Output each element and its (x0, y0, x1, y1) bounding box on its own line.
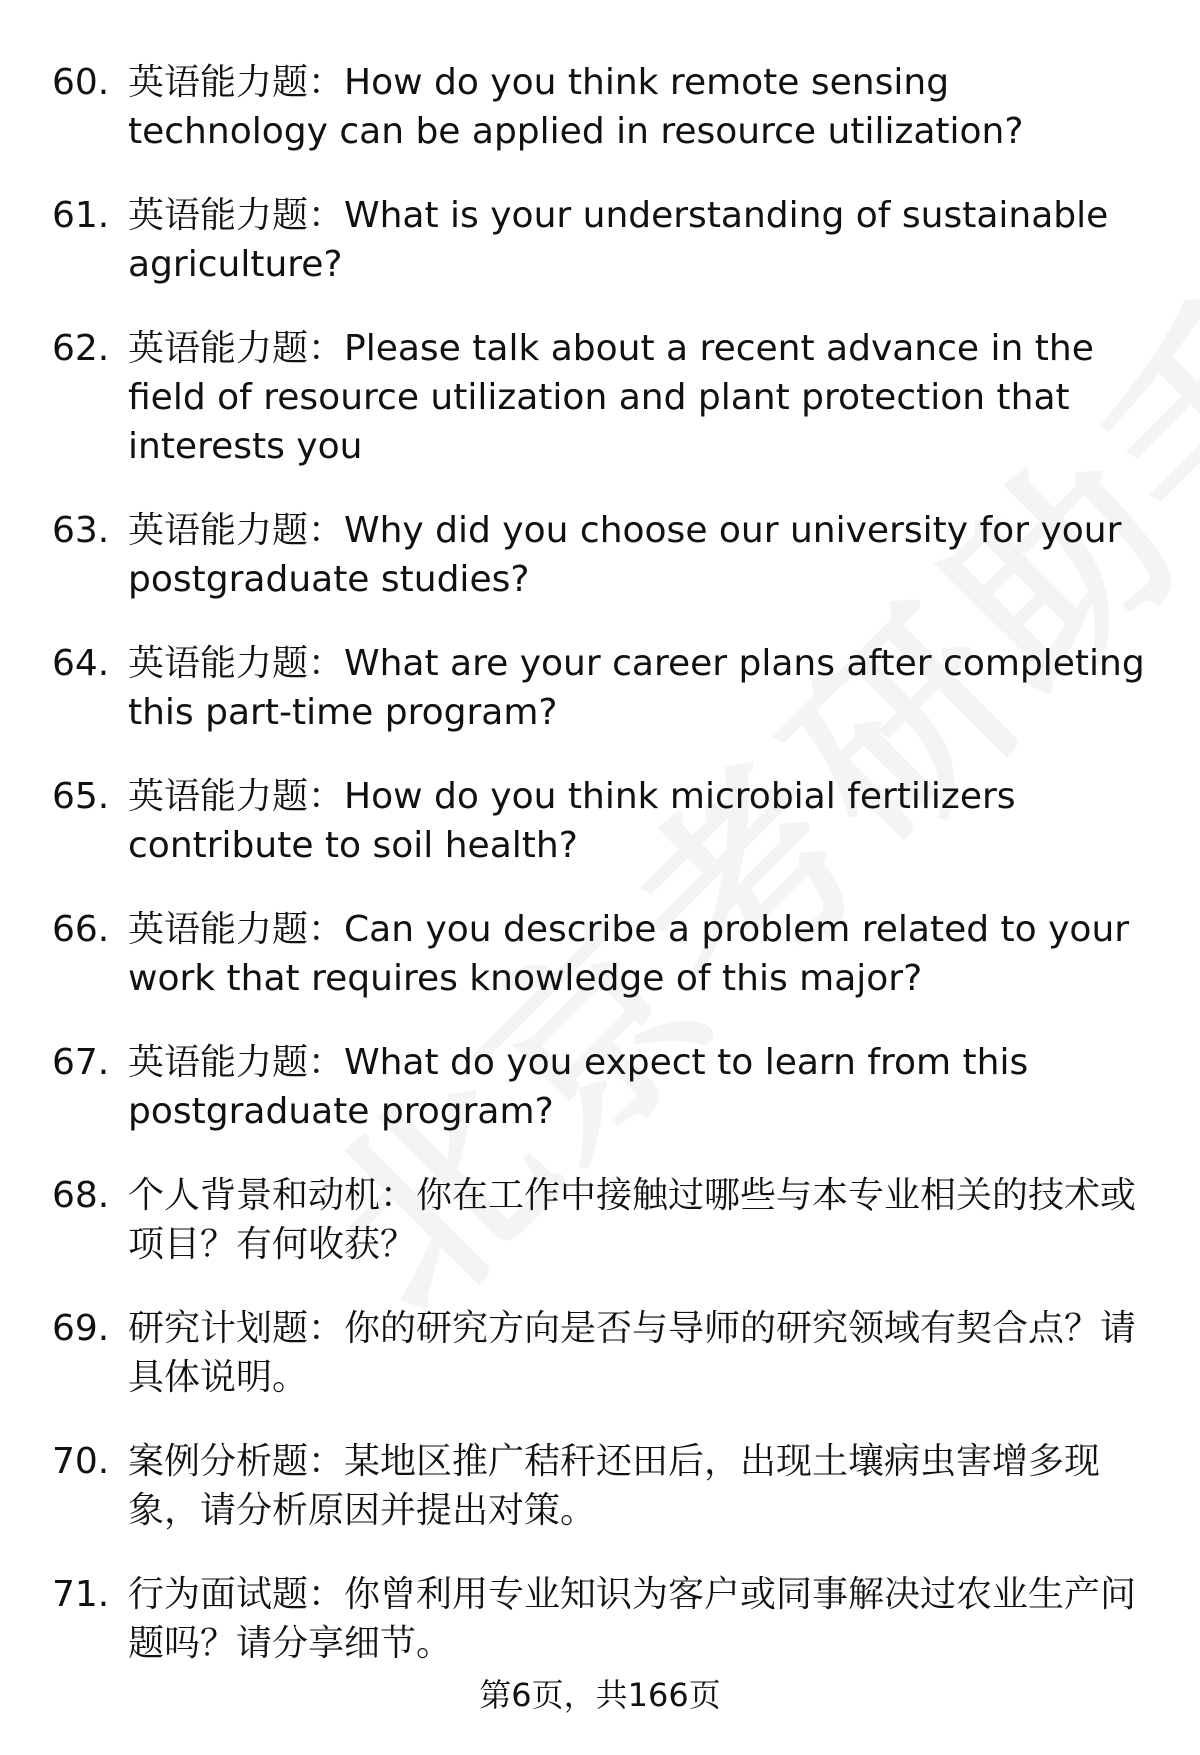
question-text: 英语能力题：What are your career plans after completing this part-time program? (128, 643, 1145, 733)
question-item (52, 1437, 1147, 1535)
question-item (52, 1304, 1147, 1402)
page-number-label: 第6页，共166页 (479, 1676, 721, 1714)
question-item (52, 772, 1147, 870)
page-footer (0, 1673, 1200, 1717)
question-text: 英语能力题：Why did you choose our university for your postgraduate studies? (128, 510, 1122, 600)
question-number: 69. (52, 1308, 110, 1349)
question-number: 65. (52, 776, 110, 817)
question-item (52, 905, 1147, 1003)
question-text: 案例分析题：某地区推广秸秆还田后，出现土壤病虫害增多现象，请分析原因并提出对策。 (128, 1441, 1101, 1531)
question-number: 67. (52, 1042, 110, 1083)
question-text: 英语能力题：How do you think microbial fertilizers contribute to soil health? (128, 776, 1016, 866)
question-item (52, 639, 1147, 737)
question-item (52, 191, 1147, 289)
question-item (52, 1171, 1147, 1269)
question-number: 68. (52, 1175, 110, 1216)
question-number: 63. (52, 510, 110, 551)
question-number: 61. (52, 195, 110, 236)
question-number: 60. (52, 62, 110, 103)
question-item (52, 1038, 1147, 1136)
question-list (52, 58, 1147, 1703)
question-text: 英语能力题：What do you expect to learn from this postgraduate program? (128, 1042, 1029, 1132)
question-text: 行为面试题：你曾利用专业知识为客户或同事解决过农业生产问题吗？请分享细节。 (128, 1574, 1137, 1664)
question-number: 70. (52, 1441, 110, 1482)
question-text: 英语能力题：How do you think remote sensing technology can be applied in resource utilization? (128, 62, 1024, 152)
question-item (52, 506, 1147, 604)
question-text: 英语能力题：What is your understanding of sustainable agriculture? (128, 195, 1109, 285)
question-text: 个人背景和动机：你在工作中接触过哪些与本专业相关的技术或项目？有何收获？ (128, 1175, 1137, 1265)
question-text: 英语能力题：Can you describe a problem related to your work that requires knowledge of this major? (128, 909, 1130, 999)
question-number: 62. (52, 328, 110, 369)
question-number: 71. (52, 1574, 110, 1615)
question-item (52, 58, 1147, 156)
question-text: 英语能力题：Please talk about a recent advance in the field of resource utilization and plant protection that interests you (128, 328, 1094, 467)
question-item (52, 324, 1147, 471)
question-item (52, 1570, 1147, 1668)
question-number: 66. (52, 909, 110, 950)
question-number: 64. (52, 643, 110, 684)
question-text: 研究计划题：你的研究方向是否与导师的研究领域有契合点？请具体说明。 (128, 1308, 1137, 1398)
